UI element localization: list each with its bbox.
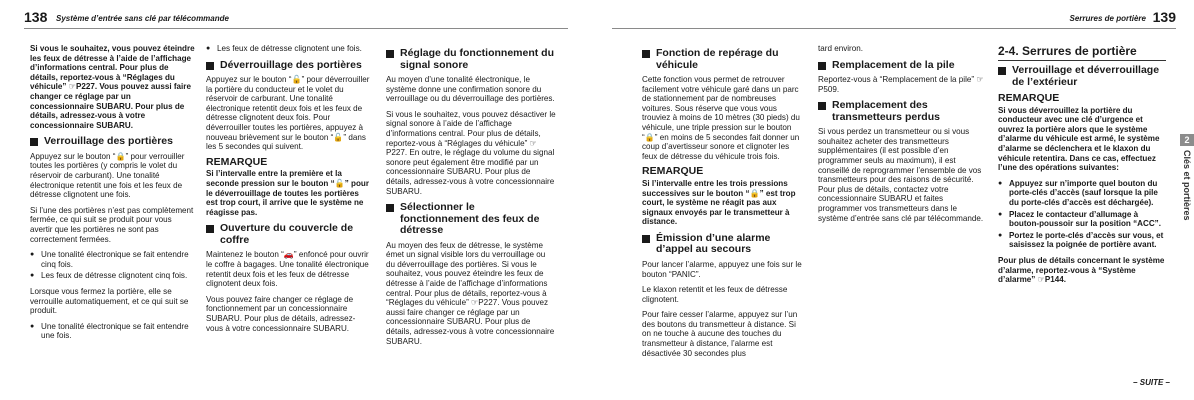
chapter-side-label: Clés et portières: [1182, 150, 1192, 221]
heading-text: Verrouillage des portières: [44, 135, 173, 148]
heading-text: Réglage du fonctionnement du signal sonore: [400, 47, 554, 71]
right-page: [604, 0, 1194, 400]
bullet-list: [998, 179, 1166, 250]
bullet-list: [30, 322, 196, 341]
running-title: Serrures de portière: [1069, 14, 1146, 23]
section-heading: [818, 60, 986, 72]
section-heading: [998, 65, 1166, 88]
paragraph: Pour faire cesser l’alarme, appuyez sur l’un des boutons du transmetteur à distance. Si on ne touche à aucune des touches du transmetteur à distance, l’alarme est désactivée 30 secondes plus: [642, 310, 798, 358]
paragraph: Lorsque vous fermez la portière, elle se verrouille automatiquement, et ce qui suit se produit.: [30, 286, 189, 316]
square-bullet-icon: [30, 138, 38, 146]
page-header-left: [24, 8, 568, 29]
list-item: ● Les feux de détresse clignotent cinq fois.: [30, 271, 196, 281]
remarque-text: Si vous déverrouillez la portière du conducteur avec une clé d’urgence et ouvrez la portière alors que le système d’alarme du véhicule est armé, le système d’alarme se déclenchera et le klaxon du véhicule retentira. Dans ce cas, effectuez l’une des opérations suivantes:: [998, 105, 1160, 173]
left-page: [0, 0, 590, 400]
list-item: ● Une tonalité électronique se fait entendre une fois.: [30, 322, 196, 341]
chapter-tab: 2: [1180, 134, 1194, 146]
heading-text: Remplacement de la pile: [832, 58, 955, 71]
heading-text: Fonction de repérage du véhicule: [656, 47, 779, 71]
remarque-label: REMARQUE: [998, 92, 1060, 104]
square-bullet-icon: [818, 62, 826, 70]
square-bullet-icon: [642, 50, 650, 58]
remarque-text: Si l’intervalle entre les trois pressions successives sur le bouton “🔒” est trop court, le système ne réagit pas aux signaux envoyés par le transmetteur à distance.: [642, 178, 796, 227]
square-bullet-icon: [818, 102, 826, 110]
remarque-label: REMARQUE: [642, 165, 704, 178]
heading-text: Sélectionner le fonctionnement des feux de détresse: [400, 201, 540, 237]
remarque-text: Si l’intervalle entre la première et la seconde pression sur le bouton “🔓” pour le déverrouillage de toutes les portières est trop court, il arrive que le système ne réagisse pas.: [206, 169, 369, 217]
section-heading: [30, 136, 196, 148]
square-bullet-icon: [206, 62, 214, 70]
square-bullet-icon: [998, 67, 1006, 75]
paragraph: Au moyen d’une tonalité électronique, le système donne une confirmation sonore du verrouillage ou du déverrouillage des portières.: [386, 75, 555, 104]
paragraph: Appuyez sur le bouton “🔓” pour déverrouiller la portière du conducteur et le volet du réservoir de carburant. Une tonalité électronique retentit deux fois et les feux de détresse clignotent deux fois. Pour déverrouiller toutes les portières, appuyez à nouveau brièvement sur le bouton “🔓” dans les 5 secondes qui suivent.: [206, 75, 370, 152]
square-bullet-icon: [206, 225, 214, 233]
page-header-right: [612, 8, 1176, 29]
heading-text: Verrouillage et déverrouillage de l’extérieur: [1012, 64, 1160, 88]
paragraph: Reportez-vous à “Remplacement de la pile” ☞P509.: [818, 75, 984, 94]
paragraph: Appuyez sur le bouton “🔒” pour verrouiller toutes les portières (y compris le volet du réservoir de carburant). Une tonalité électronique retentit une fois et les feux de détresse clignotent une fois.: [30, 151, 185, 200]
section-heading: [818, 100, 986, 123]
section-heading: [206, 223, 372, 246]
section-heading: [642, 233, 804, 256]
paragraph: Le klaxon retentit et les feux de détresse clignotent.: [642, 285, 788, 304]
paragraph: Au moyen des feux de détresse, le système émet un signal visible lors du verrouillage ou du déverrouillage des portières. Si vous le souhaitez, vous pouvez éteindre les feux de détresse à l’aide de l’affichage d’informations central. Pour plus de détails, reportez-vous à “Réglages du véhicule” ☞P227. Vous pouvez aussi faire changer ce réglage par un concessionnaire SUBARU. Pour plus de détails, adressez-vous à votre concessionnaire SUBARU.: [386, 240, 555, 346]
paragraph: Maintenez le bouton “🚗” enfoncé pour ouvrir le coffre à bagages. Une tonalité électronique retentit deux fois et les feux de détresse clignotent deux fois.: [206, 250, 369, 289]
list-item: ● Appuyez sur n’importe quel bouton du porte-clés d’accès (sauf lorsque la pile du porte-clés d’accès est déchargée).: [998, 179, 1166, 208]
bullet-list: [30, 250, 196, 281]
section-heading: [206, 60, 372, 72]
column-5: [818, 44, 986, 229]
list-item: ● Une tonalité électronique se fait entendre cinq fois.: [30, 250, 196, 269]
paragraph: tard environ.: [818, 44, 863, 53]
closing-paragraph: Pour plus de détails concernant le système d’alarme, reportez-vous à “Système d’alarme” ☞P144.: [998, 255, 1165, 285]
list-item: ● Portez le porte-clés d’accès sur vous, et saisissez la poignée de portière avant.: [998, 231, 1166, 250]
paragraph: Pour lancer l’alarme, appuyez une fois sur le bouton “PANIC”.: [642, 259, 802, 279]
paragraph: Si vous perdez un transmetteur ou si vous souhaitez acheter des transmetteurs supplémentaires (il est possible d’en programmer seuls au maximum), il est conseillé de reprogrammer l’ensemble de vos transmetteurs pour des raisons de sécurité. Pour plus de détails, contactez votre concessionnaire SUBARU et faites programmer vos transmetteurs dans le système d’entrée sans clé par télécommande.: [818, 127, 984, 223]
square-bullet-icon: [642, 235, 650, 243]
page-number: 139: [1152, 9, 1176, 25]
remarque-label: REMARQUE: [206, 155, 268, 168]
paragraph: Si l’une des portières n’est pas complètement fermée, ce qui suit se produit pour vous avertir que les portières ne sont pas correctement fermées.: [30, 205, 194, 244]
paragraph: Cette fonction vous permet de retrouver facilement votre véhicule garé dans un parc de stationnement par de nombreuses voitures. Sous réserve que vous vous trouviez à moins de 10 mètres (30 pieds) du véhicule, une triple pression sur le bouton “🔒” en moins de 5 secondes fait donner un coup d’avertisseur sonore et clignoter les feux de détresse du véhicule trois fois.: [642, 75, 800, 161]
list-item: ● Placez le contacteur d’allumage à bouton-poussoir sur la position “ACC”.: [998, 210, 1166, 229]
column-4: [642, 44, 804, 364]
heading-text: Émission d’une alarme d’appel au secours: [656, 231, 771, 256]
paragraph: Si vous le souhaitez, vous pouvez désactiver le signal sonore à l’aide de l’affichage d’informations central. Pour plus de détails, reportez-vous à “Réglages du véhicule” ☞P227. En outre, le réglage du volume du signal sonore peut également être modifié par un concessionnaire SUBARU. Pour plus de détails, adressez-vous à votre concessionnaire SUBARU.: [386, 109, 556, 196]
heading-text: Remplacement des transmetteurs perdus: [832, 99, 940, 123]
section-heading: [642, 48, 804, 71]
column-3: [386, 44, 556, 352]
intro-paragraph: Si vous le souhaitez, vous pouvez éteindre les feux de détresse à l’aide de l’affichage d’informations central. Pour plus de détails, reportez-vous à “Réglages du véhicule” ☞P227. Vous pouvez aussi faire changer ce réglage par un concessionnaire SUBARU. Pour plus de détails, adressez-vous à votre concessionnaire SUBARU.: [30, 44, 195, 130]
column-6: [998, 44, 1166, 291]
column-1: [30, 44, 196, 347]
page-number: 138: [24, 9, 48, 25]
heading-text: Déverrouillage des portières: [220, 58, 362, 71]
section-heading: [386, 202, 556, 237]
heading-text: Ouverture du couvercle de coffre: [220, 222, 354, 246]
square-bullet-icon: [386, 204, 394, 212]
continued-footer: – SUITE –: [1133, 378, 1170, 387]
square-bullet-icon: [386, 50, 394, 58]
section-heading: [386, 48, 556, 71]
column-2: [206, 44, 372, 339]
list-item: ● Les feux de détresse clignotent une fois.: [206, 44, 372, 54]
paragraph: Vous pouvez faire changer ce réglage de fonctionnement par un concessionnaire SUBARU. Pour plus de détails, adressez-vous à votre concessionnaire SUBARU.: [206, 294, 356, 333]
running-title: Système d’entrée sans clé par télécommande: [56, 14, 229, 23]
bullet-list: [206, 44, 372, 54]
chapter-title: 2-4. Serrures de portière: [998, 44, 1166, 61]
